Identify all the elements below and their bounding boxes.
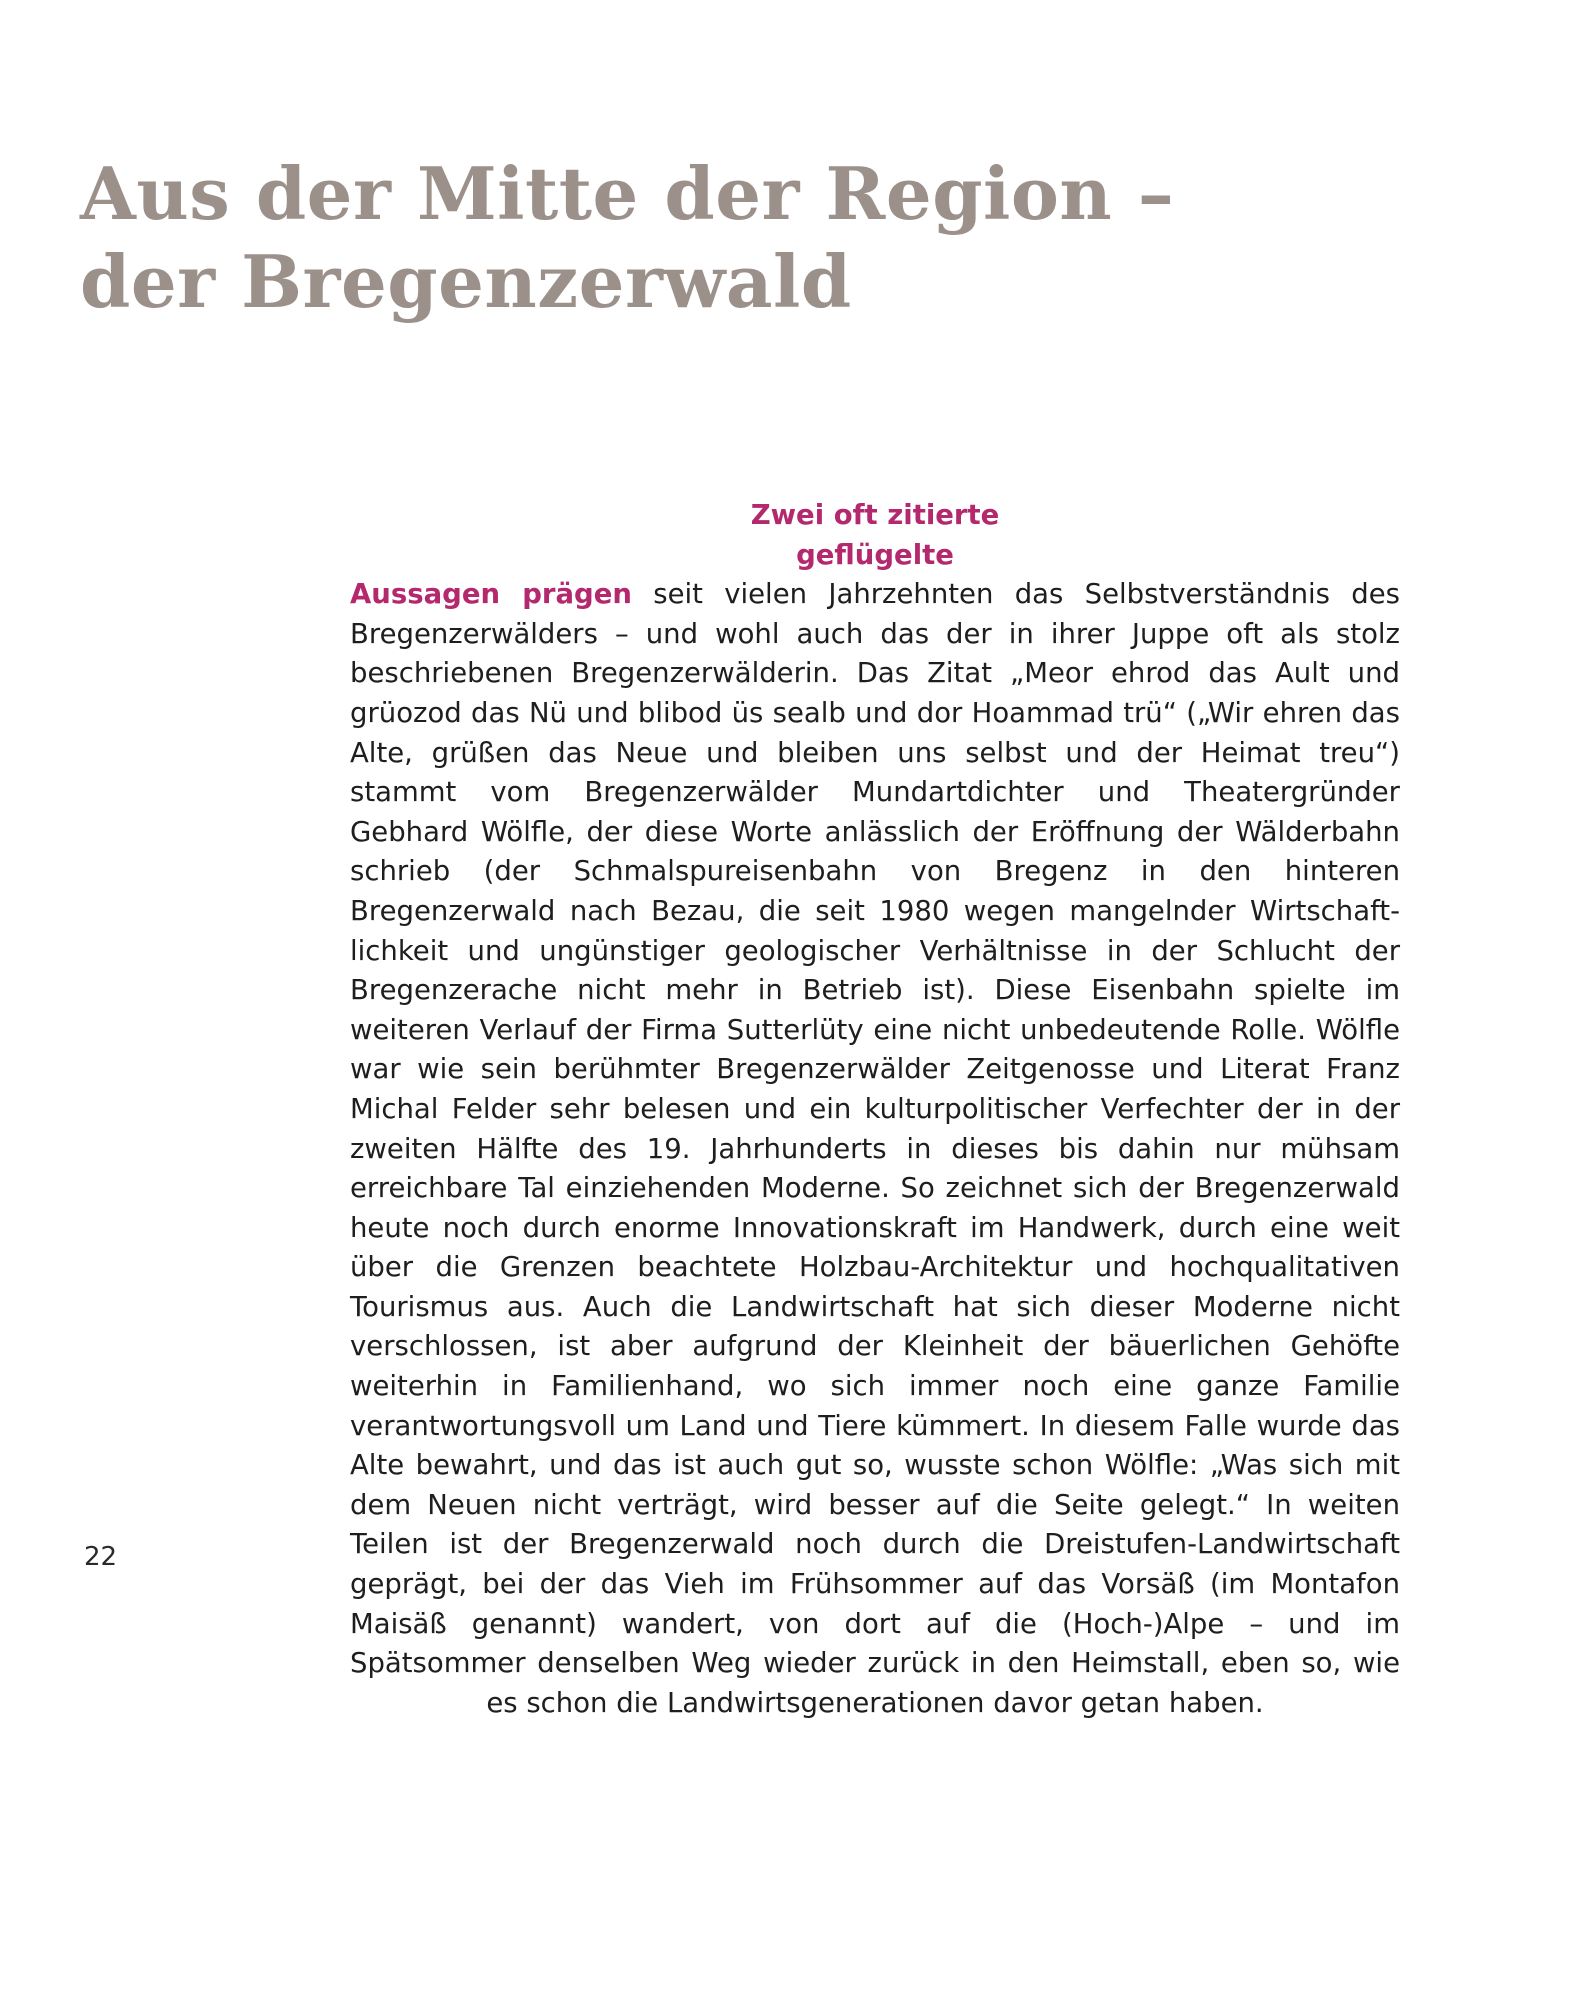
lead-in-line-3: Aussagen prägen [350, 578, 632, 611]
body-paragraph [350, 496, 1400, 1723]
page-number: 22 [84, 1542, 118, 1572]
lead-in-line-2: geflügelte [796, 538, 954, 571]
chapter-title-line-1: Aus der Mitte der Region – [80, 151, 1175, 236]
lead-in-line-1: Zwei oft zitierte [750, 499, 1000, 531]
body-text: seit vielen Jahrzehnten das Selbstverständnis des Bregenzerwälders – und wohl auch das der in ihrer Juppe oft als stolz beschriebenen Bregenzerwälderin. Das Zitat „Meor ehrod das Ault und grüozod das Nü und blibod üs sealb und dor Hoammad trü“ („Wir ehren das Alte, grüßen das Neue und bleiben uns selbst und der Heimat treu“) stammt vom Bregenzerwälder Mundartdichter und Theatergründer Gebhard Wölfle, der diese Worte anlässlich der Eröffnung der Wälderbahn schrieb (der Schmalspureisenbahn von Bregenz in den hinteren Bregenzerwald nach Bezau, die seit 1980 wegen mangelnder Wirtschaftlichkeit und ungünstiger geologischer Verhältnisse in der Schlucht der Bregenzerache nicht mehr in Betrieb ist). Diese Eisenbahn spielte im weiteren Verlauf der Firma Sutterlüty eine nicht unbedeutende Rolle. Wölfle war wie sein berühmter Bregenzerwälder Zeitgenosse und Literat Franz Michal Felder sehr belesen und ein kulturpolitischer Verfechter der in der zweiten Hälfte des 19. Jahrhunderts in dieses bis dahin nur mühsam erreichbare Tal einziehenden Moderne. So zeichnet sich der Bregenzerwald heute noch durch enorme Innovationskraft im Handwerk, durch eine weit über die Grenzen beachtete Holzbau-Architektur und hochqualitativen Tourismus aus. Auch die Landwirtschaft hat sich dieser Moderne nicht verschlossen, ist aber aufgrund der Kleinheit der bäuerlichen Gehöfte weiterhin in Familienhand, wo sich immer noch eine ganze Familie verantwortungsvoll um Land und Tiere kümmert. In diesem Falle wurde das Alte bewahrt, und das ist auch gut so, wusste schon Wölfle: „Was sich mit dem Neuen nicht verträgt, wird besser auf die Seite gelegt.“ In weiten Teilen ist der Bregenzerwald noch durch die Dreistufen-Landwirtschaft geprägt, bei der das Vieh im Frühsommer auf das Vorsäß (im Montafon Maisäß genannt) wandert, von dort auf die (Hoch-)Alpe – und im Spätsommer denselben Weg wieder zurück in den Heimstall, eben so, wie es schon die Landwirtsgenerationen davor getan haben. [350, 578, 1400, 1719]
chapter-title-line-2: der Bregenzerwald [80, 239, 852, 324]
chapter-title [80, 150, 1380, 326]
